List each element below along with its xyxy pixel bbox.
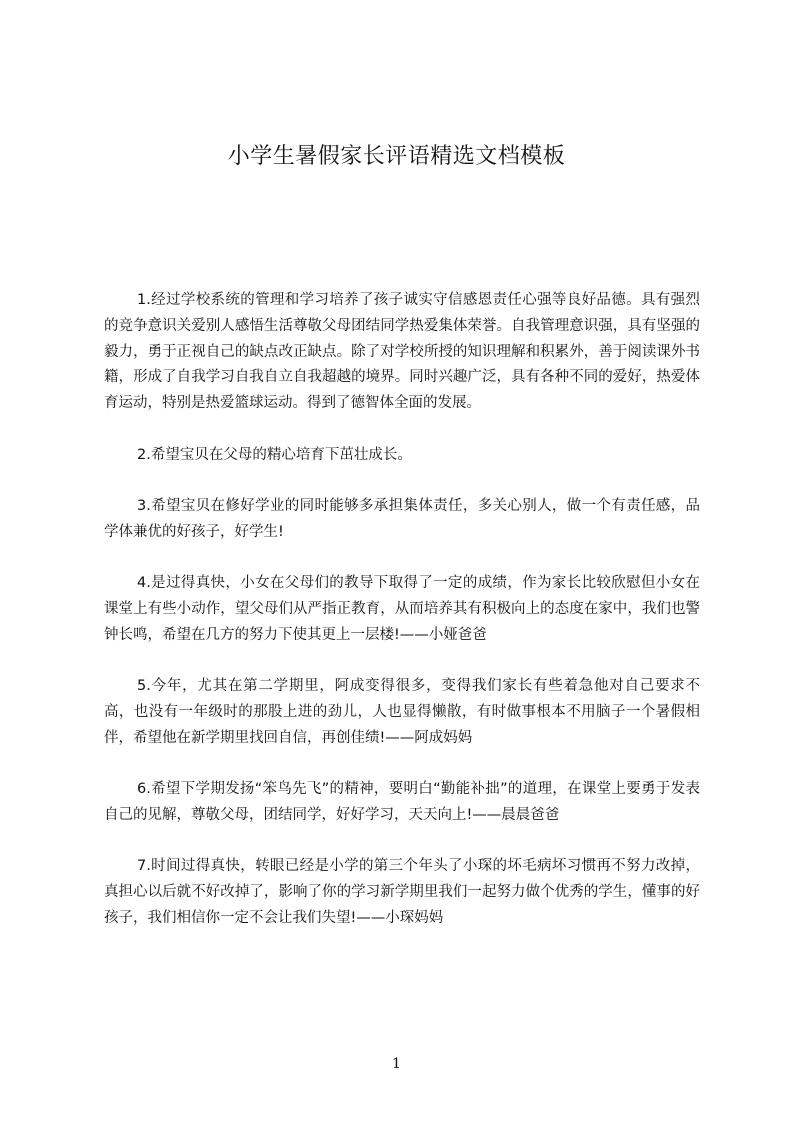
- paragraph-1: 1.经过学校系统的管理和学习培养了孩子诚实守信感恩责任心强等良好品德。具有强烈的竞争意识关爱别人感悟生活尊敬父母团结同学热爱集体荣誉。自我管理意识强，具有坚强的毅力，勇于正视自己的缺点改正缺点。除了对学校所授的知识理解和积累外，善于阅读课外书籍，形成了自我学习自我自立自我超越的境界。同时兴趣广泛，具有各种不同的爱好，热爱体育运动，特别是热爱篮球运动。得到了德智体全面的发展。: [104, 292, 700, 412]
- paragraph-5: 5.今年，尤其在第二学期里，阿成变得很多，变得我们家长有些着急他对自己要求不高，也没有一年级时的那股上进的劲儿，人也显得懒散，有时做事根本不用脑子一个暑假相伴，希望他在新学期里找回自信，再创佳绩!——阿成妈妈: [104, 678, 700, 746]
- page-number: 1: [392, 1056, 401, 1072]
- paragraph-4: 4.是过得真快，小女在父母们的教导下取得了一定的成绩，作为家长比较欣慰但小女在课堂上有些小动作，望父母们从严指正教育，从而培养其有积极向上的态度在家中，我们也警钟长鸣，希望在几方的努力下使其更上一层楼!——小娅爸爸: [104, 575, 700, 643]
- paragraph-2: 2.希望宝贝在父母的精心培育下茁壮成长。: [137, 446, 412, 463]
- document-body: [104, 288, 700, 957]
- paragraph-7: 7.时间过得真快，转眼已经是小学的第三个年头了小琛的坏毛病坏习惯再不努力改掉，真担心以后就不好改掉了，影响了你的学习新学期里我们一起努力做个优秀的学生，懂事的好孩子，我们相信你一定不会让我们失望!——小琛妈妈: [104, 858, 700, 926]
- document-title: 小学生暑假家长评语精选文档模板: [227, 144, 566, 169]
- paragraph-6: 6.希望下学期发扬“笨鸟先飞”的精神，要明白“勤能补拙”的道理，在课堂上要勇于发表自己的见解，尊敬父母，团结同学，好好学习，天天向上!——晨晨爸爸: [104, 781, 700, 823]
- paragraph-3: 3.希望宝贝在修好学业的同时能够多承担集体责任，多关心别人，做一个有责任感，品学体兼优的好孩子，好学生!: [104, 497, 700, 540]
